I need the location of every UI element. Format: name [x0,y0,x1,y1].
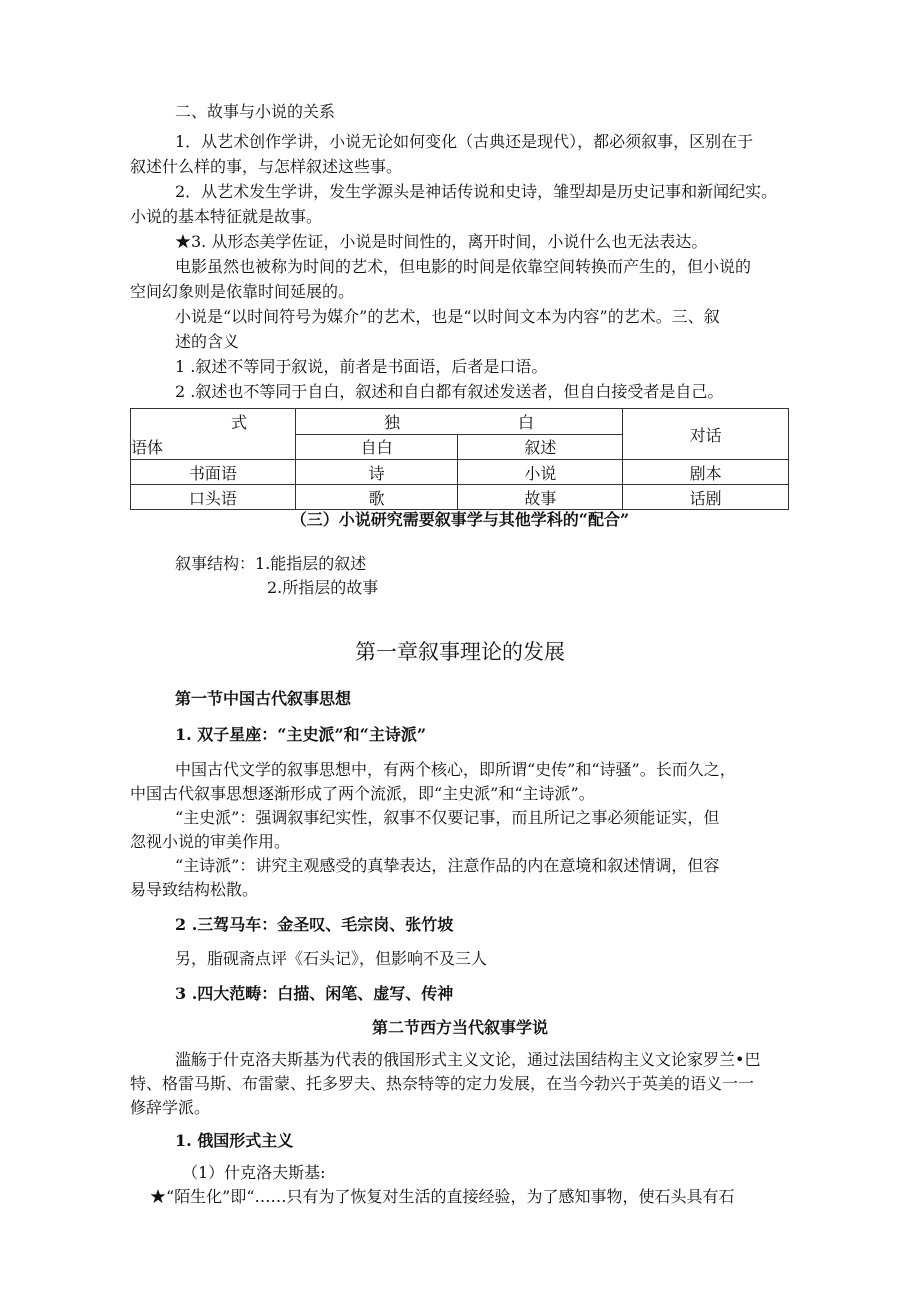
paragraph: 忽视小说的审美作用。 [130,832,291,851]
table-row: 书面语 诗 小说 剧本 [131,460,789,485]
paragraph: 述的含义 [175,332,240,351]
paragraph: 2．从艺术发生学讲，发生学源头是神话传说和史诗，雏型却是历史记事和新闻纪实。 [175,182,778,201]
item-heading: 3 .四大范畴：白描、闲笔、虚写、传神 [175,984,454,1003]
section-title: 第一节中国古代叙事思想 [175,689,352,708]
paragraph: 小说是“以时间符号为媒介”的艺术，也是“以时间文本为内容”的艺术。三、叙 [175,307,720,326]
paragraph: 叙述什么样的事，与怎样叙述这些事。 [130,157,403,176]
paragraph: 2 .叙述也不等同于自白，叙述和自白都有叙述发送者，但自白接受者是自己。 [175,382,724,401]
structure-line: 叙事结构：1.能指层的叙述 [175,554,367,573]
paragraph: 空间幻象则是依靠时间延展的。 [130,282,355,301]
corner-top: 式 [231,413,248,432]
paragraph: 小说的基本特征就是故事。 [130,207,323,226]
item-heading: 2 .三驾马车：金圣叹、毛宗岗、张竹坡 [175,915,454,934]
header-zibai: 自白 [295,434,458,460]
corner-bottom: 语体 [131,438,164,457]
item-heading: 1. 俄国形式主义 [175,1131,294,1150]
paragraph: “主诗派”：讲究主观感受的真挚表达，注意作品的内在意境和叙述情调，但容 [175,856,720,875]
paragraph: 中国古代文学的叙事思想中，有两个核心，即所谓“史传”和“诗骚”。长而久之， [175,760,736,779]
paragraph: ★3. 从形态美学佐证，小说是时间性的，离开时间，小说什么也无法表达。 [175,232,708,251]
section-heading: 二、故事与小说的关系 [175,102,336,121]
section-title: 第二节西方当代叙事学说 [371,1018,548,1037]
paragraph: 1 .叙述不等同于叙说，前者是书面语，后者是口语。 [175,357,548,376]
table-row: 口头语 歌 故事 话剧 [131,485,789,510]
header-dubai: 独 白 [295,409,623,435]
paragraph: 特、格雷马斯、布雷蒙、托多罗夫、热奈特等的定力发展，在当今勃兴于英美的语义一一 [130,1074,755,1093]
paragraph: 另，脂砚斋点评《石头记》，但影响不及三人 [175,949,488,968]
paragraph: 滥觞于什克洛夫斯基为代表的俄国形式主义文论，通过法国结构主义文论家罗兰•巴 [175,1050,761,1069]
subsection-heading: （三）小说研究需要叙事学与其他学科的“配合” [290,510,630,529]
chapter-title: 第一章叙事理论的发展 [355,640,565,664]
structure-line: 2.所指层的故事 [267,578,379,597]
paragraph: （1）什克洛夫斯基: [182,1163,326,1182]
paragraph: 修辞学派。 [130,1098,211,1117]
item-heading: 1. 双子星座：“主史派”和“主诗派” [175,725,427,744]
paragraph: 电影虽然也被称为时间的艺术，但电影的时间是依靠空间转换而产生的，但小说的 [175,257,752,276]
table-corner [131,409,296,460]
genre-table [130,408,789,510]
header-duihua: 对话 [623,409,789,460]
paragraph: ★“陌生化”即“……只有为了恢复对生活的直接经验，为了感知事物，使石头具有石 [150,1187,735,1206]
paragraph: 中国古代叙事思想逐渐形成了两个流派，即“主史派”和“主诗派”。 [130,784,595,803]
paragraph: “主史派”：强调叙事纪实性，叙事不仅要记事，而且所记之事必须能证实，但 [175,808,720,827]
paragraph: 易导致结构松散。 [130,880,259,899]
header-xushu: 叙述 [458,434,623,460]
paragraph: 1．从艺术创作学讲，小说无论如何变化（古典还是现代），都必须叙事，区别在于 [175,132,754,151]
